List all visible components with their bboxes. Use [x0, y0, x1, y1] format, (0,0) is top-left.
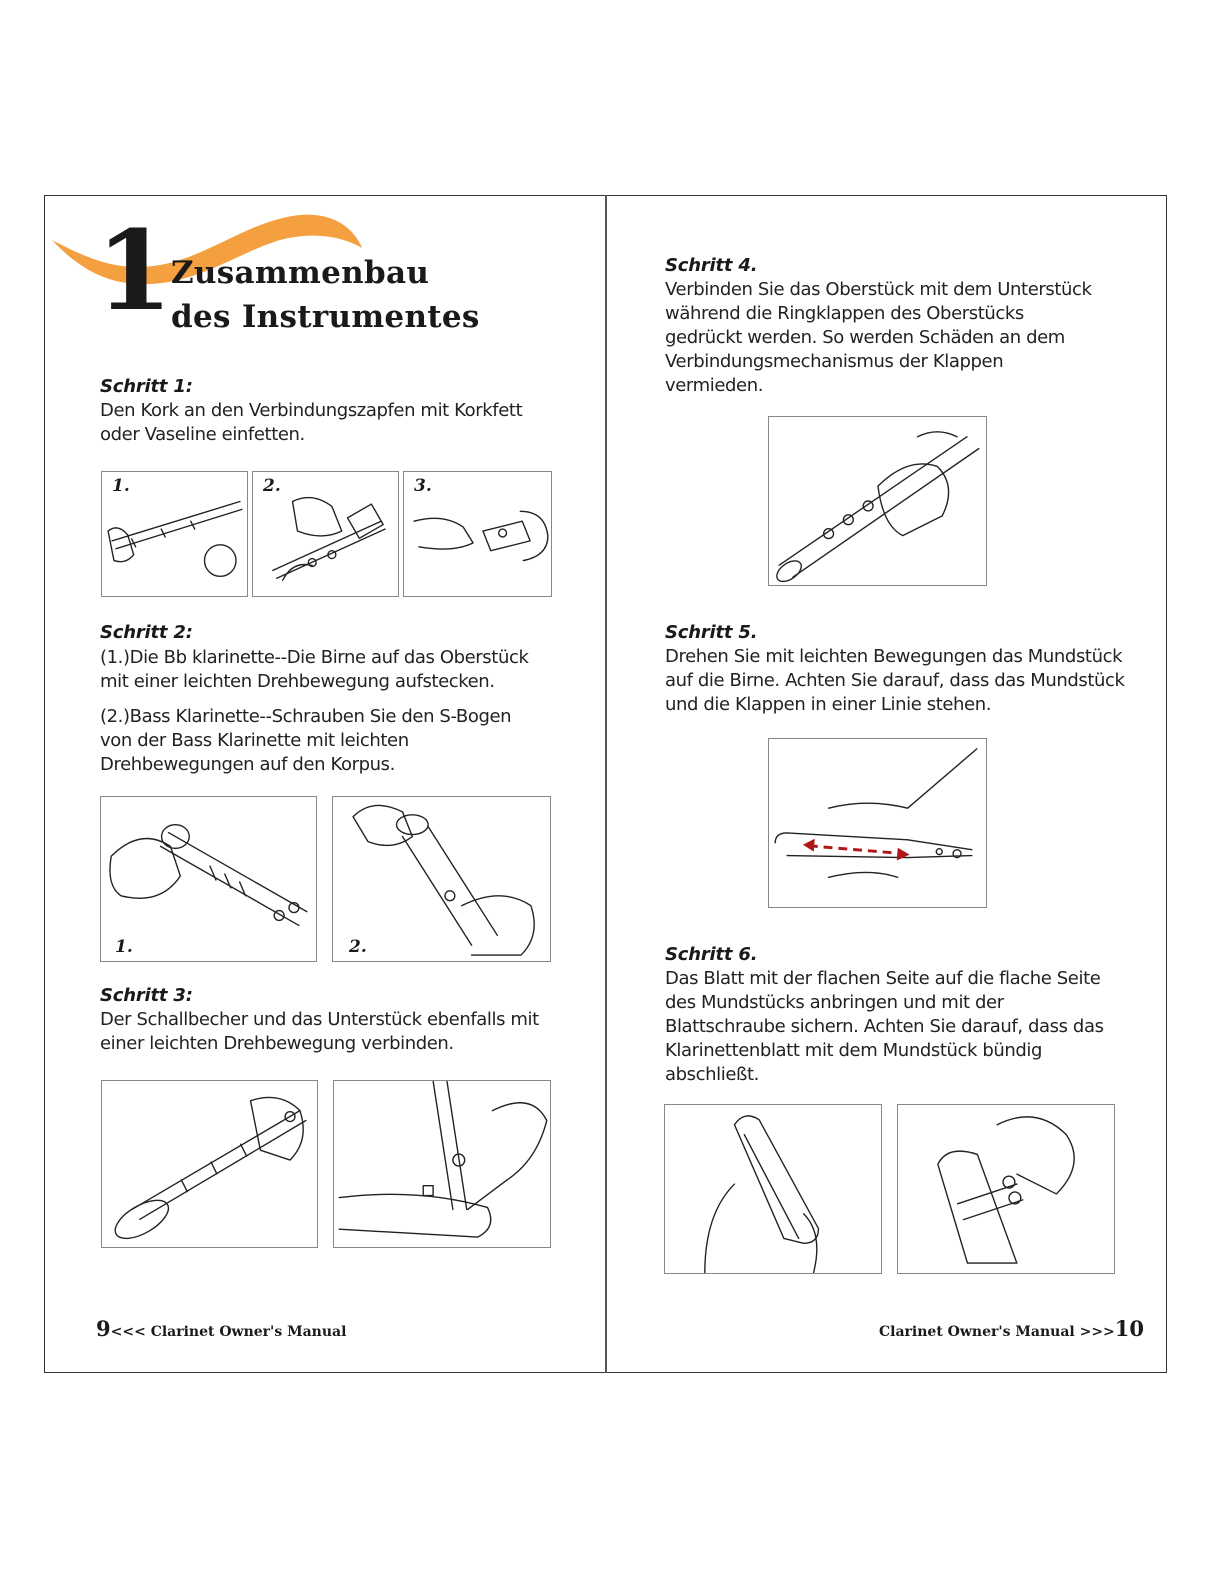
step1-title: Schritt 1: — [100, 376, 193, 397]
step1-text: Den Kork an den Verbindungszapfen mit Korkfett oder Vaseline einfetten. — [100, 400, 523, 445]
step6-title: Schritt 6. — [665, 944, 758, 965]
chapter-title-line2: des Instrumentes — [171, 299, 480, 335]
step3-figure-2 — [333, 1080, 551, 1248]
step1-figure-1 — [101, 471, 248, 597]
step1-figure-3 — [403, 471, 552, 597]
figure-label: 1. — [112, 476, 130, 496]
step2-text1: (1.)Die Bb klarinette--Die Birne auf das Oberstück mit einer leichten Drehbewegung aufstecken. — [100, 647, 529, 692]
step4-title: Schritt 4. — [665, 255, 758, 276]
step2-figure-2 — [332, 796, 551, 962]
step2-text2: (2.)Bass Klarinette--Schrauben Sie den S-Bogen von der Bass Klarinette mit leichten Drehbewegungen auf den Korpus. — [100, 706, 512, 775]
figure-label: 2. — [263, 476, 281, 496]
right-page-number: 10 — [1114, 1316, 1145, 1341]
left-page-number: 9 — [96, 1316, 111, 1341]
step2-figure-1 — [100, 796, 317, 962]
right-footer — [879, 1316, 1144, 1341]
step3-title: Schritt 3: — [100, 985, 193, 1006]
step4-figure — [768, 416, 987, 586]
left-footer-text: <<< Clarinet Owner's Manual — [110, 1324, 347, 1340]
step1-figure-2 — [252, 471, 399, 597]
step6-text: Das Blatt mit der flachen Seite auf die flache Seite des Mundstücks anbringen und mit der Blattschraube sichern. Achten Sie darauf, dass das Klarinettenblatt mit dem Mundstück bündig abschließt. — [665, 968, 1104, 1085]
figure-label: 2. — [349, 937, 367, 957]
right-footer-text: Clarinet Owner's Manual >>> — [879, 1324, 1115, 1340]
step2-title: Schritt 2: — [100, 622, 193, 643]
step6-figure-2 — [897, 1104, 1115, 1274]
left-footer — [96, 1316, 346, 1341]
step4-text: Verbinden Sie das Oberstück mit dem Unterstück während die Ringklappen des Oberstücks gedrückt werden. So werden Schäden an dem Verbindungsmechanismus der Klappen vermieden. — [665, 279, 1092, 396]
chapter-title-line1: Zusammenbau — [171, 255, 430, 291]
page-divider — [605, 195, 607, 1373]
step6-figure-1 — [664, 1104, 882, 1274]
step3-figure-1 — [101, 1080, 318, 1248]
figure-label: 1. — [115, 937, 133, 957]
step5-text: Drehen Sie mit leichten Bewegungen das Mundstück auf die Birne. Achten Sie darauf, dass das Mundstück und die Klappen in einer Linie stehen. — [665, 646, 1125, 715]
figure-label: 3. — [414, 476, 432, 496]
step5-title: Schritt 5. — [665, 622, 758, 643]
chapter-number: 1 — [96, 206, 173, 335]
step5-figure — [768, 738, 987, 908]
step3-text: Der Schallbecher und das Unterstück ebenfalls mit einer leichten Drehbewegung verbinden. — [100, 1009, 539, 1054]
